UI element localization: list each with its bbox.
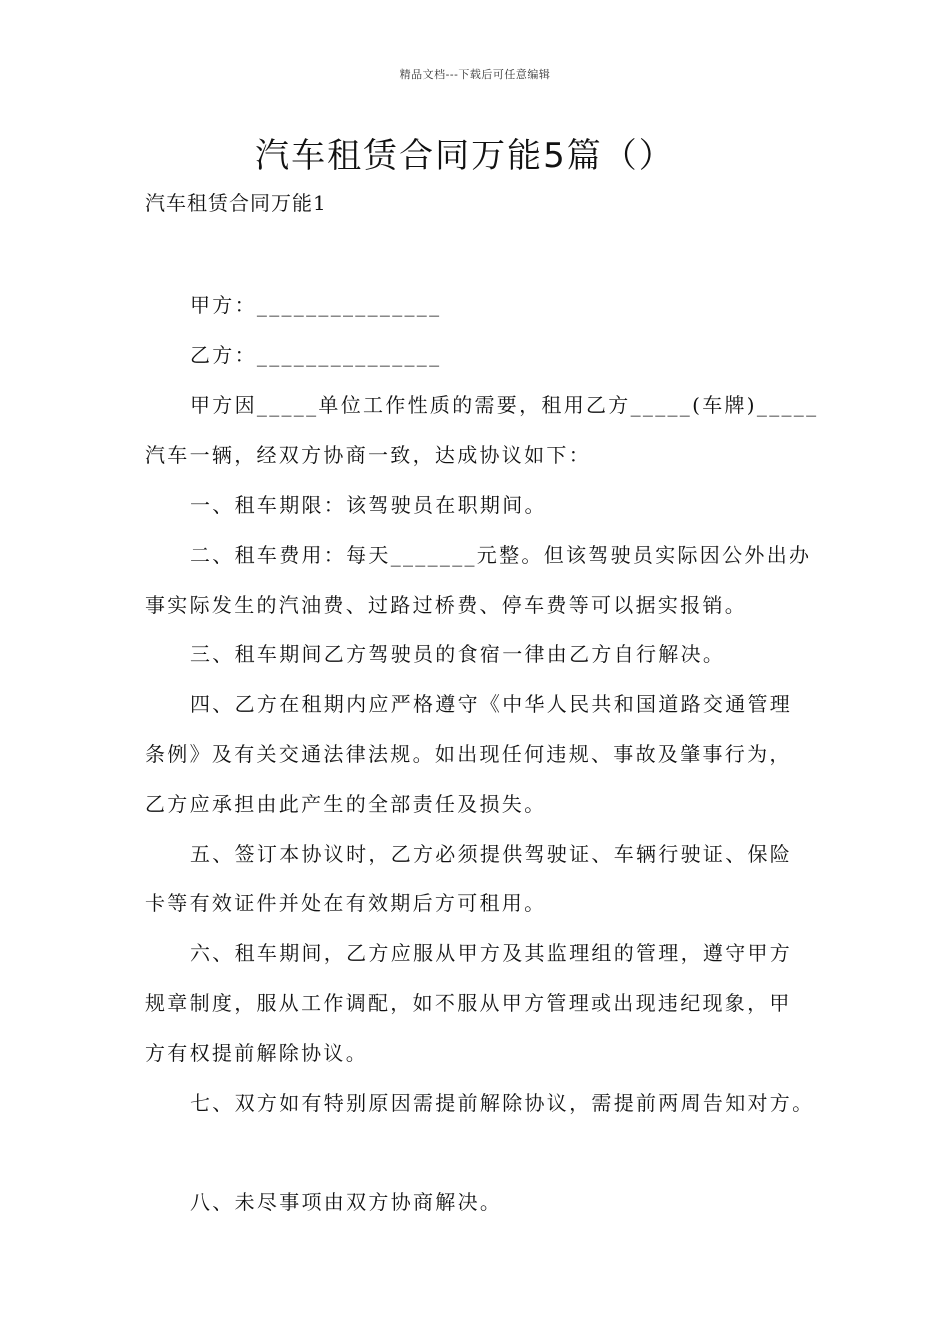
paragraph-line: 规章制度，服从工作调配，如不服从甲方管理或出现违纪现象，甲: [145, 991, 792, 1015]
paragraph-line: 乙方应承担由此产生的全部责任及损失。: [145, 792, 547, 816]
party-b-line: 乙方：_______________: [190, 343, 442, 367]
paragraph-line: 汽车一辆，经双方协商一致，达成协议如下：: [145, 443, 591, 467]
clause-4-line: 四、乙方在租期内应严格遵守《中华人民共和国道路交通管理: [190, 692, 793, 716]
clause-6-line: 六、租车期间，乙方应服从甲方及其监理组的管理，遵守甲方: [190, 941, 793, 965]
paragraph-line: 方有权提前解除协议。: [145, 1041, 368, 1065]
clause-8-line: 八、未尽事项由双方协商解决。: [190, 1190, 503, 1214]
section-subtitle: 汽车租赁合同万能1: [145, 191, 327, 215]
header-note: 精品文档---下载后可任意编辑: [399, 68, 551, 81]
clause-1-line: 一、租车期限：该驾驶员在职期间。: [190, 493, 547, 517]
paragraph-line: 甲方因_____单位工作性质的需要，租用乙方_____(车牌)_____: [190, 393, 819, 417]
document-title: 汽车租赁合同万能5篇（）: [255, 136, 675, 176]
clause-3-line: 三、租车期间乙方驾驶员的食宿一律由乙方自行解决。: [190, 642, 726, 666]
clause-5-line: 五、签订本协议时，乙方必须提供驾驶证、车辆行驶证、保险: [190, 842, 793, 866]
clause-7-line: 七、双方如有特别原因需提前解除协议，需提前两周告知对方。: [190, 1091, 815, 1115]
clause-2-line: 二、租车费用：每天_______元整。但该驾驶员实际因公外出办: [190, 543, 812, 567]
paragraph-line: 条例》及有关交通法律法规。如出现任何违规、事故及肇事行为，: [145, 742, 792, 766]
paragraph-line: 事实际发生的汽油费、过路过桥费、停车费等可以据实报销。: [145, 593, 748, 617]
party-a-line: 甲方：_______________: [190, 293, 442, 317]
paragraph-line: 卡等有效证件并处在有效期后方可租用。: [145, 891, 547, 915]
